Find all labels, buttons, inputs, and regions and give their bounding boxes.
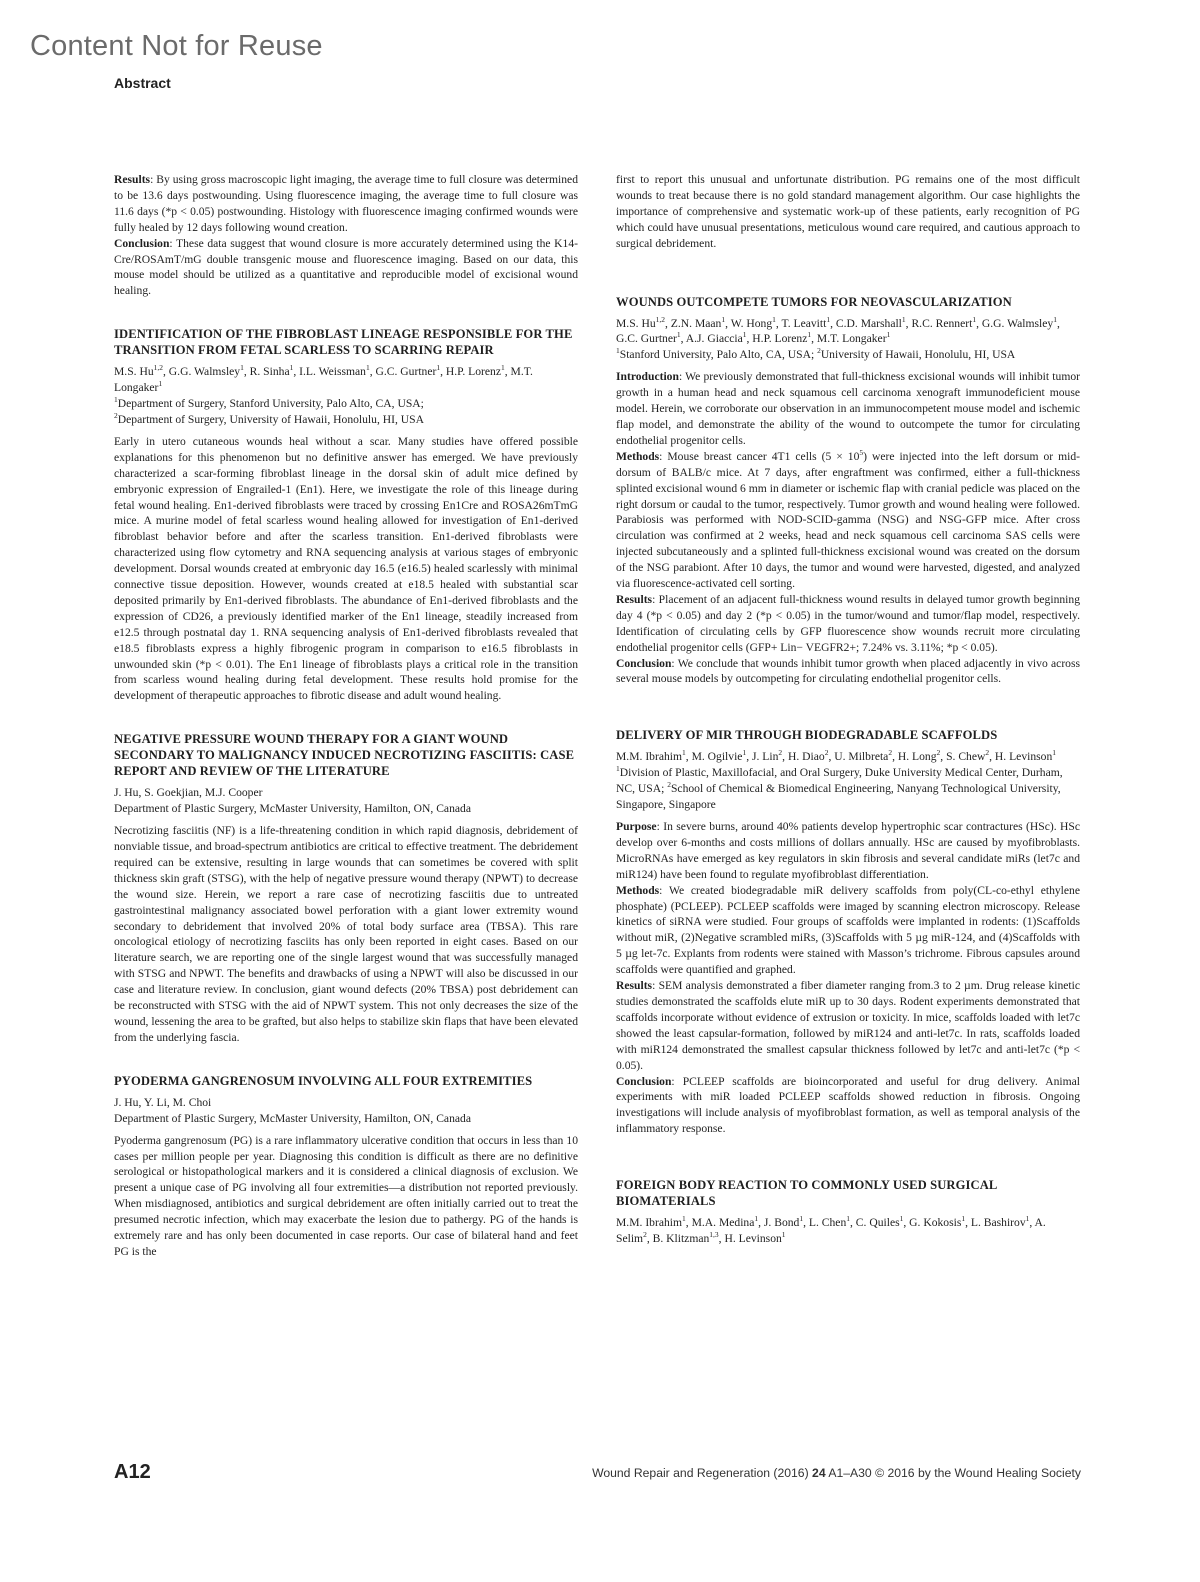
- affiliation: $^1$Division of Plastic, Maxillofacial, and Oral Surgery, Duke University Medical Center, Durham, NC, USA; $^2$School of Chemical & Biomedical Engineering, Nanyang Technological University, Singapore, Singapore: [616, 764, 1063, 812]
- results-label: Results: [616, 592, 653, 606]
- results-text: : Placement of an adjacent full-thickness wound results in delayed tumor growth beginning day 4 (*p < 0.05) and day 2 (*p < 0.05) in the tumor/wound and tumor/flap model, respectively. Identification of circulating cells by GFP fluorescence show wounds recruit more circulating endothelial progenitor cells (GFP+ Lin− VEGFR2+; 7.24% vs. 3.11%; *p < 0.05).: [616, 592, 1080, 654]
- abstract-title: PYODERMA GANGRENOSUM INVOLVING ALL FOUR EXTREMITIES: [114, 1073, 533, 1088]
- author-list: M.S. Hu$^{1,2}$, G.G. Walmsley$^1$, R. Sinha$^1$, I.L. Weissman$^1$, G.C. Gurtner$^1$, H.P. Lorenz$^1$, M.T. Longaker$^1$: [114, 363, 533, 395]
- page-number: A12: [114, 1461, 151, 1483]
- citation-journal: Wound Repair and Regeneration (2016): [592, 1466, 813, 1480]
- methods-text: : We created biodegradable miR delivery scaffolds from poly(CL-co-ethyl ethylene phosphate) (PCLEEP). PCLEEP scaffolds were imaged by scanning electron microscopy. Release kinetics of siRNA were studied. Four groups of scaffolds were implanted in rodents: (1)Scaffolds without miR, (2)Negative scrambled miRs, (3)Scaffolds with 5 µg miR-124, and (4)Scaffolds with 5 µg let-7c. Explants from rodents were stained with Masson’s trichrome. Fibrous capsules around scaffolds were quantified and graphed.: [616, 883, 1080, 977]
- abstract-foreign-body: [616, 1177, 1080, 1247]
- conclusion-text: : We conclude that wounds inhibit tumor growth when placed adjacently in vivo across several mouse models by outcompeting for circulating endothelial progenitor cells.: [616, 656, 1080, 686]
- citation-rest: A1–A30 © 2016 by the Wound Healing Society: [825, 1466, 1081, 1480]
- abstract-title: IDENTIFICATION OF THE FIBROBLAST LINEAGE RESPONSIBLE FOR THE TRANSITION FROM FETAL SCARLESS TO SCARRING REPAIR: [114, 327, 573, 358]
- abstract-pyoderma-continued: [616, 172, 1080, 252]
- affiliation: $^1$Department of Surgery, Stanford University, Palo Alto, CA, USA; $^2$Department of Surgery, University of Hawaii, Honolulu, HI, USA: [114, 395, 424, 426]
- abstract-npwt: [114, 731, 578, 1046]
- author-list: M.S. Hu$^{1,2}$, Z.N. Maan$^1$, W. Hong$^1$, T. Leavitt$^1$, C.D. Marshall$^1$, R.C. Rennert$^1$, G.G. Walmsley$^1$, G.C. Gurtner$^1$, A.J. Giaccia$^1$, H.P. Lorenz$^1$, M.T. Longaker$^1$: [616, 314, 1060, 346]
- author-list: J. Hu, S. Goekjian, M.J. Cooper: [114, 786, 263, 800]
- abstract-body: Early in utero cutaneous wounds heal without a scar. Many studies have offered possible explanations for this phenomenon but no definitive answer has emerged. We have previously characterized a scar-forming fibroblast lineage in the dorsal skin of adult mice defined by embryonic expression of Engrailed-1 (En1). Here, we investigate the role of this lineage during fetal wound healing. En1-derived fibroblasts were traced by crossing En1Cre and ROSA26mTmG mice. A murine model of fetal scarless wound healing allowed for investigation of En1-derived fibroblast behavior before and after the scarless transition. En1-derived fibroblasts were characterized using flow cytometry and RNA sequencing analysis at various stages of embryonic development. Dorsal wounds created at embryonic day 16.5 (e16.5) healed scarlessly with minimal connective tissue deposition. However, wounds created at e18.5 healed with substantial scar deposited primarily by En1-derived fibroblasts. The abundance of En1-derived fibroblasts and the expression of CD26, a previously identified marker of the En1 lineage, steadily increased from e12.5 through postnatal day 1. RNA sequencing analysis of En1-derived fibroblasts revealed that e18.5 fibroblasts express a highly fibrogenic program in comparison to e16.5 fibroblasts in unwounded skin (*p < 0.01). The En1 lineage of fibroblasts plays a critical role in the transition from scarless wound healing during fetal development. These results hold promise for the development of therapeutic approaches to fibrotic disease and adult wound healing.: [114, 434, 578, 703]
- purpose-text: : In severe burns, around 40% patients develop hypertrophic scar contractures (HSc). HSc develop over 6-months and costs millions of dollars annually. HSc are caused by myofibroblasts. MicroRNAs have emerged as key regulators in skin fibrosis and several candidate miRs (let7c and miR124) have been found to regulate myofibroblast differentiation.: [616, 820, 1080, 881]
- abstract-fibroblast: [114, 326, 578, 704]
- abstract-body: first to report this unusual and unfortunate distribution. PG remains one of the most difficult wounds to treat because there is no gold standard management algorithm. Our case highlights the importance of comprehensive and systematic work-up of these patients, early recognition of PG which could have unusual presentations, meticulous wound care required, and cautious approach to surgical debridement.: [616, 173, 1080, 250]
- results-label: Results: [114, 173, 151, 186]
- abstract-neovascularization: [616, 294, 1080, 688]
- methods-label: Methods: [616, 883, 660, 897]
- author-list: J. Hu, Y. Li, M. Choi: [114, 1095, 212, 1109]
- conclusion-label: Conclusion: [114, 236, 170, 250]
- methods-label: Methods: [616, 449, 660, 463]
- affiliation: Department of Plastic Surgery, McMaster University, Hamilton, ON, Canada: [114, 802, 471, 816]
- journal-citation: [592, 1466, 1081, 1480]
- watermark: Content Not for Reuse: [30, 30, 323, 62]
- conclusion-text: : PCLEEP scaffolds are bioincorporated and useful for drug delivery. Animal experiments with miR loaded PCLEEP scaffolds showed reduction in fibrosis. Ongoing investigations will include analysis of myofibroblast formation, as well as temporal analysis of the inflammatory response.: [616, 1074, 1080, 1136]
- results-label: Results: [616, 979, 653, 993]
- section-label: Abstract: [114, 75, 171, 91]
- introduction-label: Introduction: [616, 370, 679, 384]
- citation-volume: 24: [812, 1466, 826, 1480]
- conclusion-text: : These data suggest that wound closure is more accurately determined using the K14-Cre/ROSAmT/mG double transgenic mouse and fluorescence imaging. Based on our data, this mouse model should be utilized as a quantitative and reproducible model of excisional wound healing.: [114, 236, 578, 298]
- right-column: [616, 172, 1080, 1274]
- conclusion-label: Conclusion: [616, 656, 672, 670]
- abstract-title: NEGATIVE PRESSURE WOUND THERAPY FOR A GIANT WOUND SECONDARY TO MALIGNANCY INDUCED NECROTIZING FASCIITIS: CASE REPORT AND REVIEW OF THE LITERATURE: [114, 732, 575, 779]
- abstract-body: Pyoderma gangrenosum (PG) is a rare inflammatory ulcerative condition that occurs in less than 10 cases per million people per year. Diagnosing this condition is difficult as there are no definitive serological or histopathological markers and it is considered a clinical diagnosis of exclusion. We present a unique case of PG involving all four extremities—a distribution not reported previously. When misdiagnosed, antibiotics and surgical debridement are often initially carried out to treat the presumed necrotic infection, which may exacerbate the lesion due to pathergy. PG of the hands is extremely rare and has only been documented in case reports. Our case of bilateral hand and feet PG is the: [114, 1133, 578, 1258]
- abstract-continued: [114, 172, 578, 299]
- introduction-text: : We previously demonstrated that full-thickness excisional wounds will inhibit tumor growth in a human head and neck squamous cell carcinoma xenograft immunodeficient mouse model. Herein, we corroborate our observation in an immunocompetent mouse model and ischemic flap model, and demonstrate the ability of the wound to outcompete the tumor for circulating endothelial progenitor cells.: [616, 370, 1080, 447]
- purpose-label: Purpose: [616, 820, 657, 833]
- abstract-title: DELIVERY OF MIR THROUGH BIODEGRADABLE SCAFFOLDS: [616, 728, 998, 743]
- affiliation: Department of Plastic Surgery, McMaster University, Hamilton, ON, Canada: [114, 1111, 471, 1125]
- abstract-mir-delivery: [616, 727, 1080, 1137]
- results-text: : SEM analysis demonstrated a fiber diameter ranging from.3 to 2 µm. Drug release kinetic studies demonstrated the scaffolds elute miR up to 30 days. Rodent experiments demonstrated that scaffolds incorporate without evidence of extrusion or toxicity. In mice, scaffolds loaded with let7c showed the least capsular-formation, followed by miR124 and anti-let7c. In rats, scaffolds loaded with miR124 demonstrated the smallest capsular thickness followed by let7c and anti-let7c (*p < 0.05).: [616, 979, 1080, 1072]
- abstract-pyoderma: [114, 1073, 578, 1260]
- abstract-body: Necrotizing fasciitis (NF) is a life-threatening condition in which rapid diagnosis, debridement of nonviable tissue, and broad-spectrum antibiotics are critical to effective treatment. The debridement required can be extensive, resulting in large wounds that can sometimes be covered with split thickness skin graft (STSG), with the help of negative pressure wound therapy (NPWT) to decrease the wound size. Herein, we report a rare case of necrotizing fasciitis due to untreated gastrointestinal malignancy associated bowel perforation with a giant lower extremity wound secondary to debridement that involved 20% of total body surface area (TBSA). This rare oncological etiology of necrotizing fasciits has only been reported in eight cases. Based on our literature search, we are reporting one of the single largest wound that was successfully managed with STSG and NPWT. The benefits and drawbacks of using a NPWT will also be discussed in our case and literature review. In conclusion, giant wound defects (20% TBSA) post debridement can be reconstructed with STSG with the aid of NPWT system. This not only decreases the size of the wound, lessening the area to be grafted, but also helps to stabilize skin flaps that have been elevated from the underlying fascia.: [114, 824, 578, 1044]
- author-list: M.M. Ibrahim$^1$, M. Ogilvie$^1$, J. Lin$^2$, H. Diao$^2$, U. Milbreta$^2$, H. Long$^2$, S. Chew$^2$, H. Levinson$^1$: [616, 748, 1056, 764]
- abstract-title: FOREIGN BODY REACTION TO COMMONLY USED SURGICAL BIOMATERIALS: [616, 1178, 997, 1209]
- left-column: [114, 172, 578, 1287]
- affiliation: $^1$Stanford University, Palo Alto, CA, USA; $^2$University of Hawaii, Honolulu, HI, USA: [616, 346, 1016, 362]
- methods-text: : Mouse breast cancer 4T1 cells $(5 \times 10^5)$ were injected into the left dorsum or mid-dorsum of BALB/c mice. At 7 days, after engraftment was confirmed, either a full-thickness splinted excisional wound 6 mm in diameter or ischemic flap with cranial pedicle was placed on the right dorsum or caudal to the tumor, respectively. Tumor growth and wound healing were followed. Parabiosis was performed with NOD-SCID-gamma (NSG) and NSG-GFP mice. After cross circulation was confirmed at 2 weeks, head and neck squamous cell carcinoma SAS cells were injected subcutaneously and a splinted full-thickness excisional wound was created on the dorsum of the NSG parabiont. After 10 days, the tumor and wound were harvested, digested, and analyzed via fluorescence-activated cell sorting.: [616, 447, 1080, 591]
- conclusion-label: Conclusion: [616, 1074, 672, 1088]
- results-text: : By using gross macroscopic light imaging, the average time to full closure was determined to be 13.6 days postwounding. Using fluorescence imaging, the average time to full closure was 11.6 days (*p < 0.05) postwounding. Histology with fluorescence imaging confirmed wounds were fully healed by 12 days following wound creation.: [114, 173, 578, 234]
- abstract-title: WOUNDS OUTCOMPETE TUMORS FOR NEOVASCULARIZATION: [616, 294, 1012, 309]
- author-list: M.M. Ibrahim$^1$, M.A. Medina$^1$, J. Bond$^1$, L. Chen$^1$, C. Quiles$^1$, G. Kokosis$^1$, L. Bashirov$^1$, A. Selim$^2$, B. Klitzman$^{1,3}$, H. Levinson$^1$: [616, 1214, 1046, 1246]
